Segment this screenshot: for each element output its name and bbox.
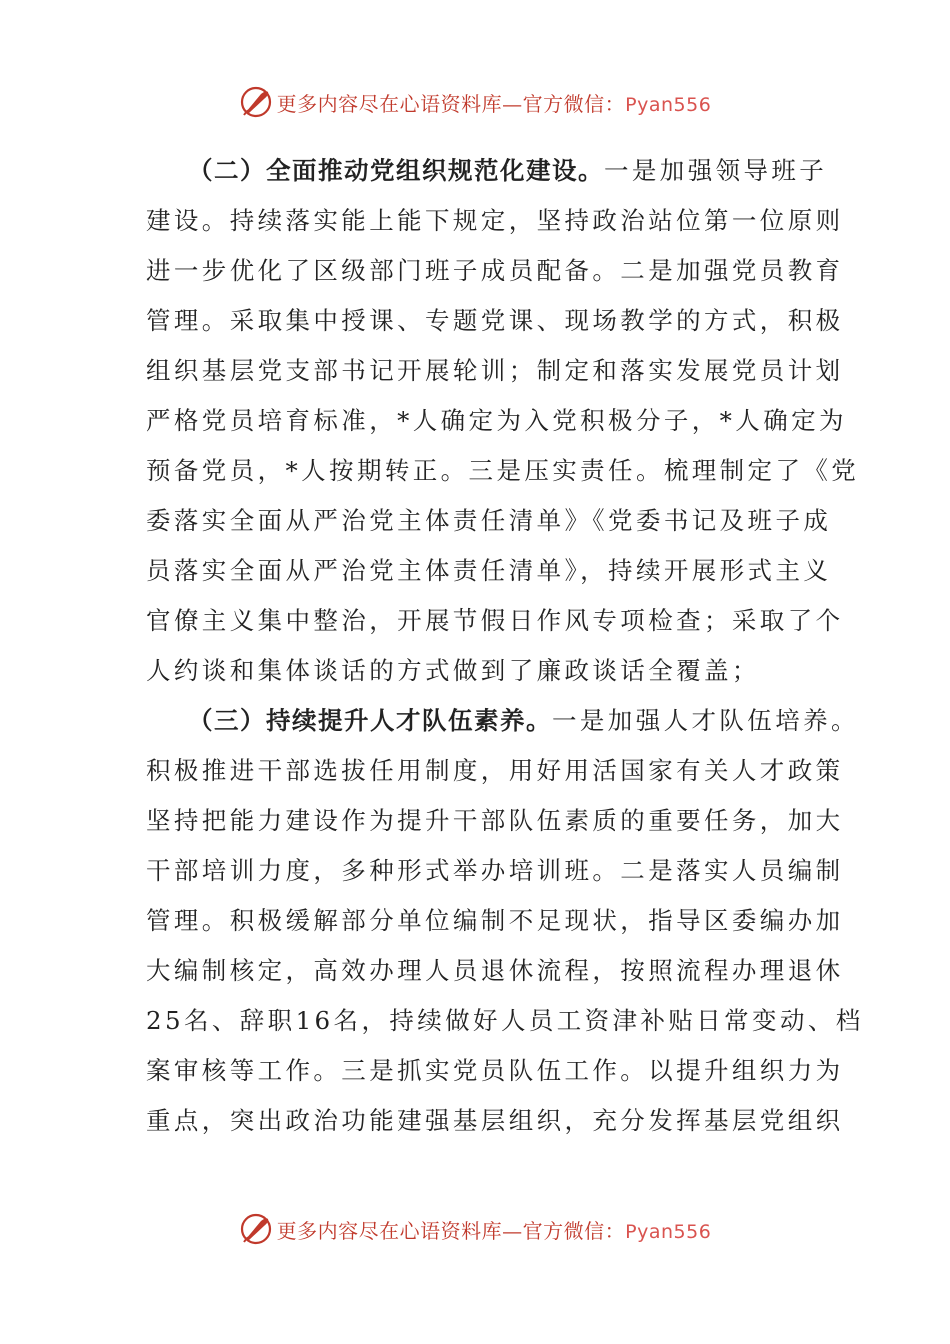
header-watermark-banner xyxy=(0,82,950,122)
text-line: 严格党员培育标准，*人确定为入党积极分子，*人确定为 xyxy=(146,406,847,435)
text-line: 建设。持续落实能上能下规定，坚持政治站位第一位原则 xyxy=(146,206,844,235)
section-heading: （三）持续提升人才队伍素养。 xyxy=(188,706,552,735)
quill-pen-logo-icon xyxy=(239,1212,273,1246)
document-body xyxy=(146,146,864,1146)
section-heading: （二）全面推动党组织规范化建设。 xyxy=(188,156,604,185)
text-line: 官僚主义集中整治，开展节假日作风专项检查；采取了个 xyxy=(146,606,844,635)
text-line: 预备党员，*人按期转正。三是压实责任。梳理制定了《党 xyxy=(146,456,860,485)
text-line: 大编制核定，高效办理人员退休流程，按照流程办理退休 xyxy=(146,956,844,985)
text-line: 25名、辞职16名，持续做好人员工资津补贴日常变动、档 xyxy=(146,1006,864,1035)
banner-text: 更多内容尽在心语资料库—官方微信：Pyan556 xyxy=(276,1218,712,1243)
text-line: 人约谈和集体谈话的方式做到了廉政谈话全覆盖； xyxy=(146,656,760,685)
text-line: 干部培训力度，多种形式举办培训班。二是落实人员编制 xyxy=(146,856,844,885)
paragraph-first-line: （三）持续提升人才队伍素养。一是加强人才队伍培养。 xyxy=(188,706,859,735)
text-line: 重点，突出政治功能建强基层组织，充分发挥基层党组织 xyxy=(146,1106,844,1135)
paragraph-section-3 xyxy=(146,696,864,1146)
paragraph-section-2 xyxy=(146,146,860,696)
text-line: 员落实全面从严治党主体责任清单》，持续开展形式主义 xyxy=(146,556,832,585)
text-line: 坚持把能力建设作为提升干部队伍素质的重要任务，加大 xyxy=(146,806,844,835)
text-line: 组织基层党支部书记开展轮训；制定和落实发展党员计划 xyxy=(146,356,844,385)
text-line: 案审核等工作。三是抓实党员队伍工作。以提升组织力为 xyxy=(146,1056,844,1085)
text-line: 管理。积极缓解部分单位编制不足现状，指导区委编办加 xyxy=(146,906,844,935)
paragraph-first-line: （二）全面推动党组织规范化建设。一是加强领导班子 xyxy=(188,156,828,185)
footer-watermark-banner xyxy=(0,1209,950,1249)
text-line: 委落实全面从严治党主体责任清单》《党委书记及班子成 xyxy=(146,506,832,535)
banner-text: 更多内容尽在心语资料库—官方微信：Pyan556 xyxy=(276,91,712,116)
wechat-id: Pyan556 xyxy=(625,1220,712,1243)
text-line: 管理。采取集中授课、专题党课、现场教学的方式，积极 xyxy=(146,306,844,335)
wechat-id: Pyan556 xyxy=(625,93,712,116)
text-line: 进一步优化了区级部门班子成员配备。二是加强党员教育 xyxy=(146,256,844,285)
text-line: 积极推进干部选拔任用制度，用好用活国家有关人才政策 xyxy=(146,756,844,785)
quill-pen-logo-icon xyxy=(239,85,273,119)
